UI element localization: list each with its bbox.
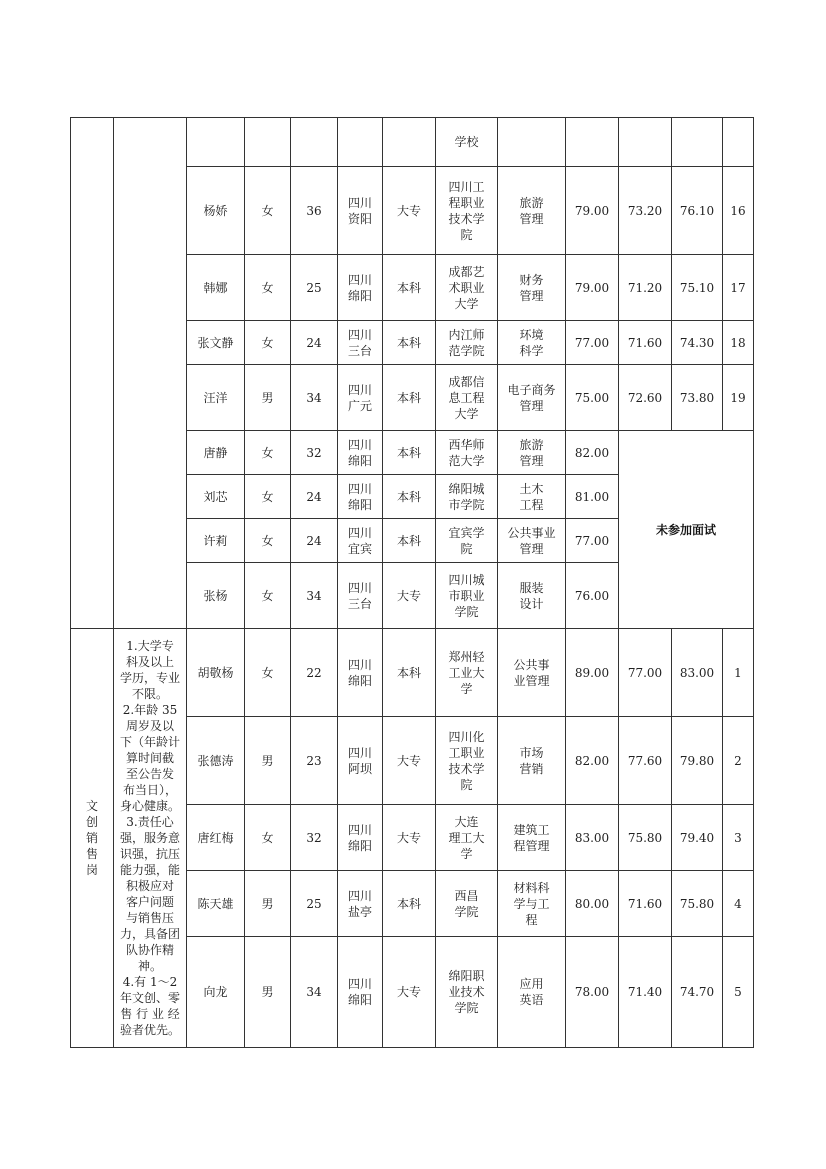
requirement-line: 能力强，能 — [119, 863, 180, 877]
post-title-char: 销 — [85, 831, 98, 845]
origin-cell: 四川 广元 — [338, 365, 383, 431]
degree-cell: 本科 — [383, 871, 436, 937]
requirement-line: 学历，专业 — [119, 671, 180, 685]
school-cell: 大连 理工大 学 — [436, 805, 498, 871]
major-cell: 旅游 管理 — [498, 167, 566, 255]
post-title-cell — [71, 629, 114, 1048]
total-score-cell: 74.70 — [672, 937, 723, 1048]
interview-score-cell: 72.60 — [619, 365, 672, 431]
name-cell: 许莉 — [187, 519, 245, 563]
degree-cell: 大专 — [383, 805, 436, 871]
total-score-cell: 83.00 — [672, 629, 723, 717]
age-cell: 22 — [291, 629, 338, 717]
gender-cell: 男 — [245, 871, 291, 937]
age-cell: 34 — [291, 365, 338, 431]
requirements-cell — [114, 629, 187, 1048]
interview-score-cell: 77.00 — [619, 629, 672, 717]
school-cell: 四川工 程职业 技术学 院 — [436, 167, 498, 255]
post-title-char: 岗 — [85, 863, 98, 877]
gender-cell: 男 — [245, 937, 291, 1048]
written-score-cell: 77.00 — [566, 321, 619, 365]
requirement-line: 科及以上 — [125, 655, 174, 669]
major-cell: 材料科 学与工 程 — [498, 871, 566, 937]
name-cell: 张德涛 — [187, 717, 245, 805]
written-score-cell: 82.00 — [566, 717, 619, 805]
school-cell: 绵阳城 市学院 — [436, 475, 498, 519]
age-cell: 25 — [291, 255, 338, 321]
degree-cell: 大专 — [383, 717, 436, 805]
degree-cell: 大专 — [383, 167, 436, 255]
requirement-line: 身心健康。 — [119, 799, 180, 813]
major-cell: 应用 英语 — [498, 937, 566, 1048]
origin-cell: 四川 绵阳 — [338, 937, 383, 1048]
school-cell: 成都艺 术职业 大学 — [436, 255, 498, 321]
school-cell: 宜宾学 院 — [436, 519, 498, 563]
requirement-line: 不限。 — [131, 687, 168, 701]
name-cell: 汪洋 — [187, 365, 245, 431]
gender-cell: 女 — [245, 519, 291, 563]
requirement-line: 至公告发 — [125, 767, 174, 781]
written-score-cell: 76.00 — [566, 563, 619, 629]
table-row — [71, 629, 754, 717]
post-title-char: 创 — [85, 815, 98, 829]
degree-cell: 大专 — [383, 563, 436, 629]
major-cell: 环境 科学 — [498, 321, 566, 365]
age-cell: 32 — [291, 805, 338, 871]
written-score-cell: 83.00 — [566, 805, 619, 871]
degree-cell: 本科 — [383, 519, 436, 563]
post-cell-continued — [71, 118, 114, 629]
origin-cell: 四川 绵阳 — [338, 805, 383, 871]
name-cell: 陈天雄 — [187, 871, 245, 937]
name-cell: 胡敬杨 — [187, 629, 245, 717]
gender-cell: 女 — [245, 431, 291, 475]
origin-cell: 四川 绵阳 — [338, 629, 383, 717]
school-cell: 成都信 息工程 大学 — [436, 365, 498, 431]
written-score-cell: 80.00 — [566, 871, 619, 937]
interview-score-cell: 71.60 — [619, 871, 672, 937]
age-cell: 32 — [291, 431, 338, 475]
requirement-line: 3.责任心 — [126, 815, 174, 829]
requirement-line: 队协作精 — [125, 943, 174, 957]
table-body — [71, 118, 754, 1048]
total-score-cell: 76.10 — [672, 167, 723, 255]
name-cell: 刘芯 — [187, 475, 245, 519]
requirement-line: 周岁及以 — [125, 719, 174, 733]
name-cell: 唐静 — [187, 431, 245, 475]
rank-cell: 4 — [723, 871, 754, 937]
requirement-line: 布当日）， — [122, 783, 177, 797]
written-score-cell: 79.00 — [566, 167, 619, 255]
requirement-line: 强，服务意 — [119, 831, 180, 845]
interview-score-cell: 73.20 — [619, 167, 672, 255]
origin-cell: 四川 三台 — [338, 321, 383, 365]
written-score-cell: 79.00 — [566, 255, 619, 321]
name-cell: 唐红梅 — [187, 805, 245, 871]
age-cell: 24 — [291, 475, 338, 519]
requirement-line: 识强，抗压 — [119, 847, 180, 861]
school-cell: 四川城 市职业 学院 — [436, 563, 498, 629]
school-cell: 学校 — [436, 118, 498, 167]
school-cell: 四川化 工职业 技术学 院 — [436, 717, 498, 805]
major-cell: 财务 管理 — [498, 255, 566, 321]
requirement-line: 下（年龄计 — [119, 735, 180, 749]
requirement-line: 积极应对 — [125, 879, 174, 893]
requirement-line: 与销售压 — [125, 911, 174, 925]
school-cell: 绵阳职 业技术 学院 — [436, 937, 498, 1048]
rank-cell: 18 — [723, 321, 754, 365]
age-cell: 23 — [291, 717, 338, 805]
major-cell: 服装 设计 — [498, 563, 566, 629]
age-cell: 34 — [291, 563, 338, 629]
gender-cell: 女 — [245, 255, 291, 321]
age-cell: 24 — [291, 519, 338, 563]
degree-cell: 大专 — [383, 937, 436, 1048]
degree-cell: 本科 — [383, 629, 436, 717]
major-cell: 市场 营销 — [498, 717, 566, 805]
rank-cell: 19 — [723, 365, 754, 431]
requirement-line: 算时间截 — [125, 751, 174, 765]
age-cell: 24 — [291, 321, 338, 365]
table-row — [71, 118, 754, 167]
gender-cell: 女 — [245, 629, 291, 717]
rank-cell: 3 — [723, 805, 754, 871]
origin-cell: 四川 绵阳 — [338, 255, 383, 321]
post-title-char: 文 — [85, 799, 98, 813]
total-score-cell: 74.30 — [672, 321, 723, 365]
requirement-line: 4.有 1～2 — [122, 975, 178, 989]
post-title-char: 售 — [85, 847, 98, 861]
name-cell: 杨娇 — [187, 167, 245, 255]
written-score-cell: 75.00 — [566, 365, 619, 431]
origin-cell: 四川 盐亭 — [338, 871, 383, 937]
requirement-line: 神。 — [137, 959, 162, 973]
degree-cell: 本科 — [383, 475, 436, 519]
name-cell: 张杨 — [187, 563, 245, 629]
rank-cell: 1 — [723, 629, 754, 717]
school-cell: 西华师 范大学 — [436, 431, 498, 475]
age-cell: 36 — [291, 167, 338, 255]
origin-cell: 四川 绵阳 — [338, 431, 383, 475]
rank-cell: 16 — [723, 167, 754, 255]
origin-cell: 四川 阿坝 — [338, 717, 383, 805]
written-score-cell: 89.00 — [566, 629, 619, 717]
gender-cell: 女 — [245, 475, 291, 519]
written-score-cell: 78.00 — [566, 937, 619, 1048]
degree-cell: 本科 — [383, 321, 436, 365]
school-cell: 郑州轻 工业大 学 — [436, 629, 498, 717]
requirement-line: 售 行 业 经 — [120, 1007, 180, 1021]
written-score-cell: 82.00 — [566, 431, 619, 475]
interview-score-cell: 71.60 — [619, 321, 672, 365]
requirements-cell-continued — [114, 118, 187, 629]
gender-cell: 女 — [245, 321, 291, 365]
age-cell: 34 — [291, 937, 338, 1048]
gender-cell: 女 — [245, 167, 291, 255]
total-score-cell: 73.80 — [672, 365, 723, 431]
degree-cell: 本科 — [383, 431, 436, 475]
rank-cell: 17 — [723, 255, 754, 321]
age-cell: 25 — [291, 871, 338, 937]
gender-cell: 女 — [245, 563, 291, 629]
total-score-cell: 75.80 — [672, 871, 723, 937]
interview-score-cell: 71.20 — [619, 255, 672, 321]
written-score-cell: 77.00 — [566, 519, 619, 563]
rank-cell: 2 — [723, 717, 754, 805]
school-cell: 西昌 学院 — [436, 871, 498, 937]
score-table — [70, 117, 754, 1048]
requirement-line: 2.年龄 35 — [122, 703, 178, 717]
gender-cell: 女 — [245, 805, 291, 871]
origin-cell: 四川 宜宾 — [338, 519, 383, 563]
major-cell: 电子商务 管理 — [498, 365, 566, 431]
major-cell: 土木 工程 — [498, 475, 566, 519]
school-cell: 内江师 范学院 — [436, 321, 498, 365]
requirement-line: 验者优先。 — [119, 1023, 180, 1037]
interview-score-cell: 71.40 — [619, 937, 672, 1048]
requirement-line: 力，具备团 — [119, 927, 180, 941]
degree-cell: 本科 — [383, 365, 436, 431]
origin-cell: 四川 资阳 — [338, 167, 383, 255]
interview-score-cell: 77.60 — [619, 717, 672, 805]
name-cell: 韩娜 — [187, 255, 245, 321]
requirement-line: 客户问题 — [125, 895, 174, 909]
gender-cell: 男 — [245, 717, 291, 805]
degree-cell: 本科 — [383, 255, 436, 321]
origin-cell: 四川 三台 — [338, 563, 383, 629]
absent-note: 未参加面试 — [619, 431, 754, 629]
major-cell: 旅游 管理 — [498, 431, 566, 475]
rank-cell: 5 — [723, 937, 754, 1048]
name-cell: 向龙 — [187, 937, 245, 1048]
major-cell: 公共事 业管理 — [498, 629, 566, 717]
name-cell: 张文静 — [187, 321, 245, 365]
interview-score-cell: 75.80 — [619, 805, 672, 871]
requirement-line: 年文创、零 — [119, 991, 180, 1005]
major-cell: 公共事业 管理 — [498, 519, 566, 563]
requirement-line: 1.大学专 — [126, 639, 174, 653]
gender-cell: 男 — [245, 365, 291, 431]
total-score-cell: 75.10 — [672, 255, 723, 321]
total-score-cell: 79.80 — [672, 717, 723, 805]
origin-cell: 四川 绵阳 — [338, 475, 383, 519]
written-score-cell: 81.00 — [566, 475, 619, 519]
total-score-cell: 79.40 — [672, 805, 723, 871]
major-cell: 建筑工 程管理 — [498, 805, 566, 871]
